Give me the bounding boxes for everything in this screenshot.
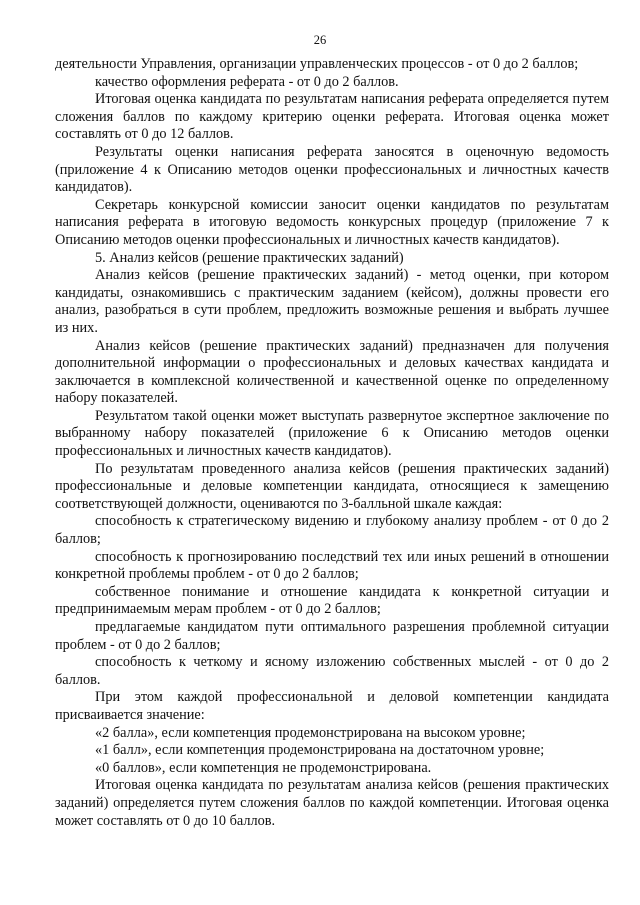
criterion-item: способность к стратегическому видению и глубокому анализу проблем - от 0 до 2 баллов;: [55, 513, 609, 548]
criterion-item: способность к четкому и ясному изложению собственных мыслей - от 0 до 2 баллов.: [55, 654, 609, 688]
paragraph: Секретарь конкурсной комиссии заносит оценки кандидатов по результатам написания реферата в итоговую ведомость конкурсных процедур (приложение 7 к Описанию методов оценки профессиональных и личностных качеств кандидатов).: [55, 196, 609, 248]
paragraph: качество оформления реферата - от 0 до 2 баллов.: [95, 73, 399, 90]
paragraph: Результатом такой оценки может выступать развернутое экспертное заключение по выбранному набору показателей (приложение 6 к Описанию методов оценки профессиональных и личностных качеств кандидатов).: [55, 407, 609, 460]
score-item: «0 баллов», если компетенция не продемонстрирована.: [95, 759, 432, 776]
score-item: «2 балла», если компетенция продемонстрирована на высоком уровне;: [95, 724, 526, 741]
page-number: 26: [313, 33, 327, 47]
paragraph: деятельности Управления, организации управленческих процессов - от 0 до 2 баллов;: [55, 56, 579, 72]
section-heading: 5. Анализ кейсов (решение практических заданий): [95, 249, 404, 266]
score-item: «1 балл», если компетенция продемонстрирована на достаточном уровне;: [95, 742, 545, 759]
document-body: [55, 56, 609, 830]
paragraph: Анализ кейсов (решение практических заданий) - метод оценки, при котором кандидаты, ознакомившись с практическим заданием (кейсом), должны провести его анализ, разобраться в сути проблем, предложить возможные решения и выбрать лучшее из них.: [55, 267, 609, 336]
paragraph: При этом каждой профессиональной и деловой компетенции кандидата присваивается значение:: [55, 689, 609, 723]
paragraph: По результатам проведенного анализа кейсов (решения практических заданий) профессиональные и деловые компетенции кандидата, относящиеся к замещению соответствующей должности, оцениваются по 3-балльной шкале каждая:: [55, 460, 609, 512]
paragraph: Итоговая оценка кандидата по результатам написания реферата определяется путем сложения баллов по каждому критерию оценки реферата. Итоговая оценка может составлять от 0 до 12 баллов.: [55, 91, 609, 143]
criterion-item: собственное понимание и отношение кандидата к конкретной ситуации и предпринимаемым мерам проблем - от 0 до 2 баллов;: [55, 583, 609, 618]
paragraph: Итоговая оценка кандидата по результатам анализа кейсов (решения практических заданий) определяется путем сложения баллов по каждой компетенции. Итоговая оценка может составлять от 0 до 10 баллов.: [55, 777, 609, 829]
paragraph: Анализ кейсов (решение практических заданий) предназначен для получения дополнительной информации о профессиональных и деловых качествах кандидата и заключается в комплексной количественной и качественной оценке по определенному набору показателей.: [55, 337, 609, 407]
criterion-item: способность к прогнозированию последствий тех или иных решений в отношении конкретной проблемы проблем - от 0 до 2 баллов;: [55, 548, 609, 583]
criterion-item: предлагаемые кандидатом пути оптимального разрешения проблемной ситуации проблем - от 0 до 2 баллов;: [55, 619, 609, 653]
paragraph: Результаты оценки написания реферата заносятся в оценочную ведомость (приложение 4 к Описанию методов оценки профессиональных и личностных качеств кандидатов).: [55, 143, 609, 196]
